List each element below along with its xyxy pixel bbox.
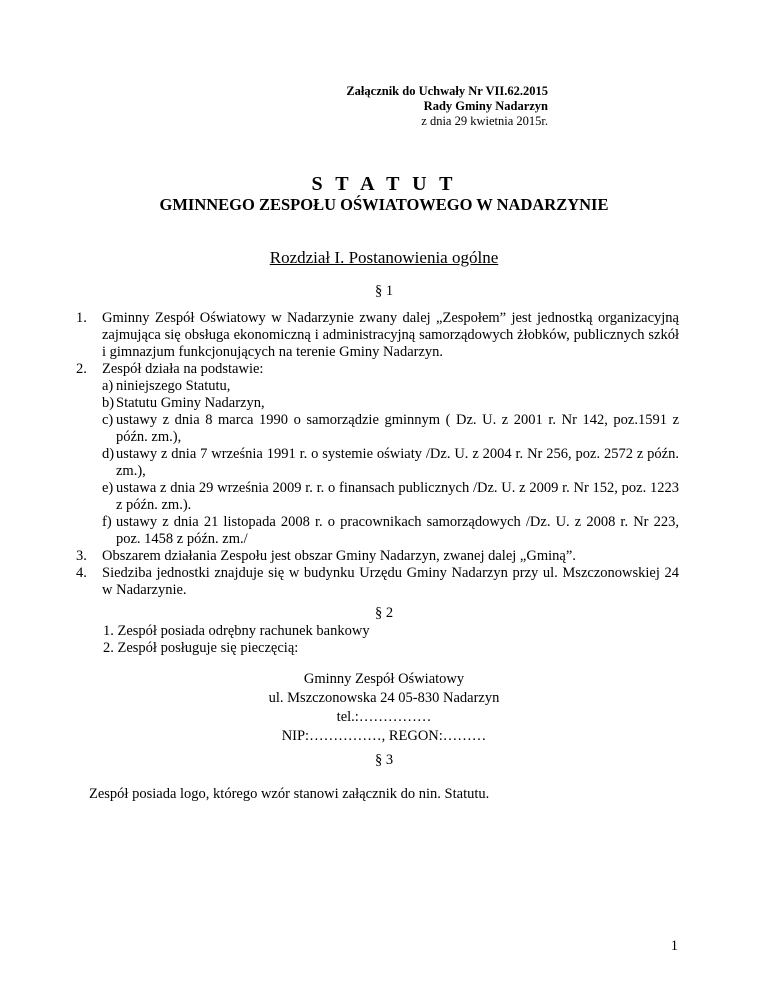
page-number: 1 (670, 938, 678, 954)
basis-item (102, 395, 679, 412)
basis-text: ustawy z dnia 7 września 1991 r. o systemie oświaty /Dz. U. z 2004 r. Nr 256, poz. 2572 z późn. zm.), (116, 446, 679, 479)
document-subtitle: GMINNEGO ZESPOŁU OŚWIATOWEGO W NADARZYNIE (159, 195, 609, 214)
section-3-mark: § 3 (374, 752, 394, 768)
basis-item (102, 378, 679, 395)
basis-list (102, 378, 679, 548)
stamp-line-3: tel.:…………… (336, 709, 432, 725)
list-item (76, 565, 679, 599)
item-text: Siedziba jednostki znajduje się w budynku Urzędu Gminy Nadarzyn przy ul. Mszczonowskiej 24 w Nadarzynie. (102, 565, 679, 598)
basis-text: ustawa z dnia 29 września 2009 r. r. o finansach publicznych /Dz. U. z 2009 r. Nr 152, poz. 1223 z późn. zm.). (116, 480, 679, 513)
section-2-item-2: 2. Zespół posługuje się pieczęcią: (103, 640, 299, 656)
item-text: Obszarem działania Zespołu jest obszar Gminy Nadarzyn, zwanej dalej „Gminą”. (102, 548, 576, 564)
section-1-list (76, 310, 679, 599)
basis-letter: d) (102, 446, 115, 462)
stamp-line-1: Gminny Zespół Oświatowy (303, 671, 465, 687)
list-item (76, 548, 679, 565)
basis-letter: f) (102, 514, 112, 530)
basis-text: Statutu Gminy Nadarzyn, (116, 395, 265, 411)
basis-text: niniejszego Statutu, (116, 378, 231, 394)
section-3-text: Zespół posiada logo, którego wzór stanowi załącznik do nin. Statutu. (89, 786, 490, 802)
item-text: Gminny Zespół Oświatowy w Nadarzynie zwany dalej „Zespołem” jest jednostką organizacyjną zajmująca się obsługa ekonomiczną i administracyjną samorządowych żłobków, publicznych szkół i gimnazjum funkcjonujących na terenie Gminy Nadarzyn. (102, 310, 679, 360)
chapter-heading (0, 248, 768, 268)
basis-item (102, 412, 679, 446)
section-2-item-1: 1. Zespół posiada odrębny rachunek bankowy (103, 623, 370, 639)
section-1-mark: § 1 (374, 283, 394, 299)
list-item (76, 361, 679, 548)
item-number: 2. (76, 361, 87, 377)
basis-letter: b) (102, 395, 115, 411)
annex-line-2: Rady Gminy Nadarzyn (423, 99, 548, 113)
stamp-line-4: NIP:……………, REGON:……… (281, 728, 487, 744)
basis-item (102, 480, 679, 514)
basis-text: ustawy z dnia 8 marca 1990 o samorządzie gminnym ( Dz. U. z 2001 r. Nr 142, poz.1591 z późn. zm.), (116, 412, 679, 445)
document-title: S T A T U T (311, 173, 457, 195)
section-2-list (103, 623, 370, 657)
chapter-title: Rozdział I. Postanowienia ogólne (269, 248, 499, 267)
stamp-line-2: ul. Mszczonowska 24 05-830 Nadarzyn (268, 690, 500, 706)
annex-header (0, 84, 548, 129)
section-2-mark: § 2 (374, 605, 394, 621)
annex-line-1: Załącznik do Uchwały Nr VII.62.2015 (346, 84, 548, 98)
basis-letter: a) (102, 378, 114, 394)
item-number: 1. (76, 310, 87, 326)
annex-line-3: z dnia 29 kwietnia 2015r. (421, 114, 548, 128)
basis-item (102, 514, 679, 548)
item-number: 4. (76, 565, 87, 581)
basis-text: ustawy z dnia 21 listopada 2008 r. o pracownikach samorządowych /Dz. U. z 2008 r. Nr 223, poz. 1458 z późn. zm./ (116, 514, 679, 547)
basis-letter: e) (102, 480, 114, 496)
item-number: 3. (76, 548, 87, 564)
list-item (76, 310, 679, 361)
stamp-text (0, 670, 768, 746)
basis-item (102, 446, 679, 480)
item-text: Zespół działa na podstawie: (102, 361, 264, 377)
basis-letter: c) (102, 412, 114, 428)
